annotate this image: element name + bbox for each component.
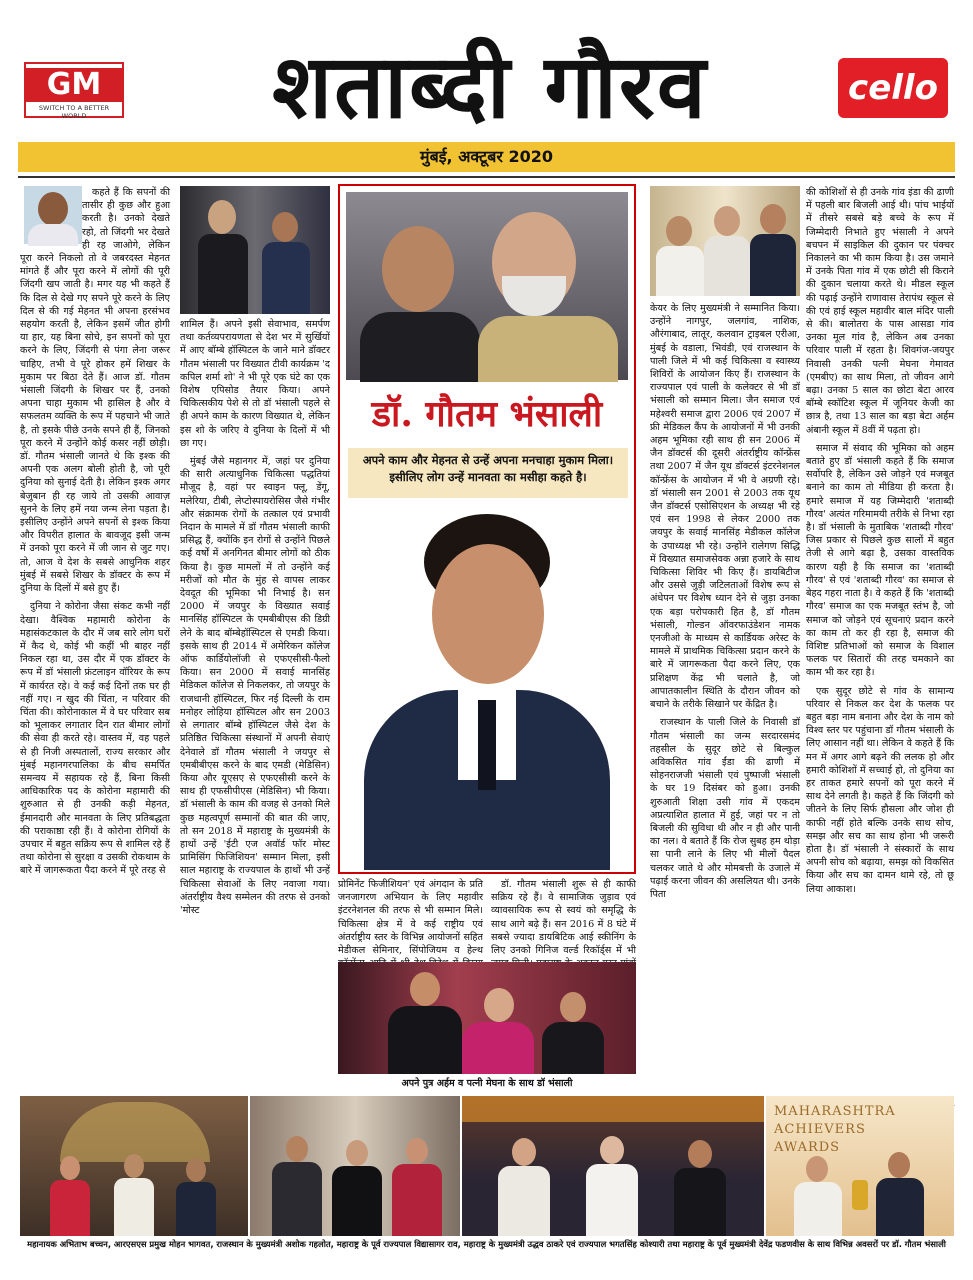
col1-paragraph: कहते हैं कि सपनों की तासीर ही कुछ और हुआ करती है। उनको देखते रहो, तो जिंदगी भर देखते ही रह जाओगे, लेकिन पूरा करने निकलो तो वे जबरदस्त मेहनत मांगते हैं और पूरा करने में लोगों की पूरी जिंदगी खप जाती है। मगर यह भी कहते हैं कि दिल से देखे गए सपने पूरे करने के लिए दिल से की गई मेहनत भी अपना हरसंभव सहयोग करती है, लेकिन इसमें जीत होगी या हार, यह बिना सोचे, इन सपनों को पूरा करने के लिए, जिंदगी से पंगा लेना जरूर चाहिए, तभी वे पूरे होकर हमें शिखर के मुकाम पर बिठा देते हैं। आज डॉ. गौतम भंसाली जिंदगी के शिखर पर हैं, उनको अपना चाहा मुकाम भी हासिल है और वे सफलतम व्यक्ति के रूप में पहचाने भी जाते है, तो इसके पीछे उनके सपने ही हैं, जिनको पूरा करने में उन्होंने कोई कसर नहीं छोड़ी। डॉ. गौतम भंसाली जानते थे कि इश्क की अपनी एक अलग बोली होती है, जो पूरी दुनिया को सुनाई देती है। लेकिन इश्क अगर बेजुबान ही रह जाये तो उसकी आवाज़ सुनने के लिए हमें नया जन्म लेना पड़ता है। इसीलिए उन्होंने अपने सपनों से इश्क किया और विपरीत हालात के बावजूद इसी जन्म में उनको पूरा करने में जी जान से जुट गए। तो, आज वे देश के सबसे आधुनिक शहर मुंबई में सबसे शिखर के डॉक्टर के रूप में दुनिया के दिलों में बसे हुए हैं। (20, 187, 170, 595)
col2-paragraph: मुंबई जैसे महानगर में, जहां पर दुनिया की सारी अत्याधुनिक चिकित्सा पद्धतियां मौजूद है, वहां पर स्वाइन फ्लू, डेंगू, मलेरिया, टीबी, लेप्टोस्पायरोसिस जैसे गंभीर और संक्रामक रोगों के तत्काल एवं प्रभावी निदान के मामले में डॉ गौतम भंसाली काफी प्रसिद्ध हैं, क्योंकि इन रोगों से उन्होंने पिछले कई वर्षों में अनगिनत बीमार लोगों को ठीक किया है। कुछ मामलों में तो उन्होंने कई मरीजों को मौत के मुंह से वापस लाकर देवदूत की भूमिका भी निभाई है। सन 2000 में जयपुर के विख्यात सवाई मानसिंह हॉस्पिटल के एमबीबीएस की डिग्री लेने के बाद बॉम्बेहॉस्पिटल से एमडी किया। इसके साथ ही 2014 में अमेरिकन कॉलेज ऑफ कार्डियोलॉजी से एफएसीसी-फैलो किया। सन 2000 में सवाई मानसिंह मेडिकल कॉलेज से निकलकर, तो जयपुर के राजधानी हॉस्पिटल, फिर नई दिल्ली के राम मनोहर लोहिया हॉस्पिटल और सन 2003 से लगातार बॉम्बे हॉस्पिटल जैसे देश के प्रतिष्ठित चिकित्सा संस्थानों में अपनी सेवाएं देनेवाले डॉ गौतम भंसाली ने जयपुर से एमबीबीएस करने के बाद एमडी (मेडिसिन) किया और यूएसए से एफएसीसी करने के साथ ही एफसीपीएस (मेडिसिन) भी किया। डॉ भंसाली के काम की वजह से उनको मिले कुछ महत्वपूर्ण सम्मानों की बात की जाए, तो सन 2018 में महाराष्ट्र के मुख्यमंत्री के हाथों उन्हें 'ईटी एज अवॉर्ड फॉर मोस्ट प्रामिसिंग फिजिशियन' सम्मान मिला, इसी साल महाराष्ट्र के राज्यपाल के हाथों भी उन्हें चिकित्सा सेवाओं के लिए नवाजा गया। अंतर्राष्ट्रीय वैश्य सम्मेलन की तरफ से उनको 'मोस्ट (180, 456, 330, 916)
person-body (656, 246, 704, 296)
person-face (410, 972, 440, 1006)
col4-paragraph: केयर के लिए मुख्यमंत्री ने सम्मानित किया। उन्होंने नागपुर, जलगांव, नाशिक, औरंगाबाद, लातूर, कलवान ट्राइबल एरीआ, मुंबई के वडाला, भिवंडी, एवं राजस्थान के पाली जिले में भी कई चिकित्सा व स्वास्थ्य शिविरों के आयोजन किए हैं। राजस्थान के राज्यपाल एवं पाली के कलेक्टर से भी डॉ भंसाली को सम्मान मिला। जैन समाज एवं महेश्वरी समाज द्वारा 2006 एवं 2007 में फ्री मेडिकल कैंप के आयोजनों में भी उनकी अहम भूमिका रही साथ ही सन 2006 में जैन डॉक्टर्स की दूसरी अंतर्राष्ट्रीय कॉन्फ्रेंस तथा 2007 में जैन यूथ डॉक्टर्स इंटरनेशनल कॉन्फ्रेंस के आयोजन में भी वे अग्रणी रहे। डॉ भंसाली सन 2001 से 2003 तक यूथ जैन डॉक्टर्स एसोसिएशन के अध्यक्ष भी रहे एवं सन 1998 से लेकर 2000 तक जयपुर के सवाई मानसिंह मेडीकल कॉलेज के उपाध्यक्ष भी रहे। उन्होंने रालेगण सिद्धि में विख्यात समाजसेवक अन्ना हजारे के साथ चिकित्सा शिविर भी किए हैं। डायबिटीज और उससे जुड़ी जटिलताओं विशेष रूप से अंधेपन पर विशेष ध्यान देने से जुड़ा उनका एक बड़ा परोपकारी हित है, डॉ गौतम भंसाली, गोल्डन ऑवरफाउंडेशन नामक एनजीओ के माध्यम से कार्डियक अरेस्ट के मामले में प्राथमिक चिकित्सा प्रदान करने के बारे में जागरूकता पैदा करने लिए, एक प्रशिक्षण केंद्र भी चलाते है, जो आपातकालीन स्थिति के दौरान जीवन को बचाने के तरीके सिखाने पर केंद्रित है। (650, 303, 800, 711)
bottom-photo-fadnavis (766, 1096, 954, 1236)
person-face (512, 1138, 536, 1166)
person-face (208, 200, 236, 234)
feature-box (338, 184, 636, 874)
person-face (560, 992, 586, 1022)
column-1-text (20, 186, 170, 1234)
person-body (704, 236, 750, 296)
bottom-photos-caption: महानायक अभिताभ बच्चन, आरएसएस प्रमुख मोहन भागवत, राजस्थान के मुख्यमंत्री अशोक गहलोत, महाराष्ट्र के पूर्व राज्यपाल विद्यासागर राव, महाराष्ट्र के मुख्यमंत्री उद्धव ठाकरे एवं राज्यपाल भगतसिंह कोश्यारी तथा महाराष्ट्र के पूर्व मुख्यमंत्री देवेंद्र फडणवीस के साथ विभिन्न अवसरों पर डॉ. गौतम भंसाली (27, 1239, 946, 1249)
person-body (272, 1162, 322, 1236)
banner-line-2: ACHIEVERS (774, 1122, 866, 1137)
col4-paragraph: राजस्थान के पाली जिले के निवासी डॉ गौतम भंसाली का जन्म सरदारसमंद तहसील के सुदूर छोटे से बिल्कुल अविकसित गांव ईंडा की ढाणी में सोहनराजजी भंसाली एवं पुष्पाजी भंसाली के घर 19 दिसंबर को हुआ। उनकी शुरुआती शिक्षा उसी गांव में एकदम अप्रत्याशित हालात में हुई, जहां पर न तो बिजली की सुविधा थी और न ही और पानी का नल। वे बताते हैं कि रोज सुबह हम थोड़ा सा पानी लाने के लिए भी मीलों पैदल चलकर जाते थे और मोमबत्ती के उजाले में पढ़ाई करना जीवन की असलियत थी। उनके पिता (650, 717, 800, 900)
person-face (286, 1136, 308, 1162)
gm-logo (24, 62, 124, 118)
person-face (666, 216, 692, 246)
person-body (392, 1164, 442, 1236)
column-3b-text (491, 878, 636, 958)
gm-logo-text: GM (26, 68, 122, 102)
portrait-tie (478, 700, 496, 790)
person-body (542, 1022, 604, 1074)
person-face (186, 1158, 206, 1182)
person-face (60, 1156, 80, 1180)
col2-paragraph: शामिल हैं। अपने इसी सेवाभाव, समर्पण तथा कर्तव्यपरायणता से देश भर में सुर्खियों में आए बॉम्बे हॉस्पिटल के जाने माने डॉक्टर गौतम भंसाली पर विख्यात टीवी कार्यक्रम 'द कपिल शर्मा शो' ने भी पूरे एक घंटे का एक विशेष एपिसोड तैयार किया। अपने चिकित्सकीय पेशे से तो डॉ भंसाली पहले से ही अपने काम के कारण विख्यात थे, लेकिन इस शो के जरिए वे दुनिया के दिलों में भी छा गए। (180, 319, 330, 449)
column-3a-text (338, 878, 483, 958)
person-body (876, 1178, 924, 1236)
bottom-photo-rao (250, 1096, 460, 1236)
gm-logo-tagline: SWITCH TO A BETTER WORLD (38, 104, 110, 120)
person-body (388, 1006, 462, 1074)
col5-paragraph: समाज में संवाद की भूमिका को अहम बताते हुए डॉ भंसाली कहते हैं कि समाज सर्वोपरि है, लेकिन उसे जोड़ने एवं मजबूत बनाने का काम तो मीडिया ही करता है। हमारे समाज में यह जिम्मेदारी 'शताब्दी गौरव' अत्यंत गरिमामयी तरीके से निभा रहा है। डॉ भंसाली के मुताबिक 'शताब्दी गौरव' जिस प्रकार से पिछले कुछ सालों में बहुत तेजी से आगे बढ़ा है, उसका वास्तविक कारण यही है कि समाज का 'शताब्दी गौरव' से एवं 'शताब्दी गौरव' का समाज से बेहद गहरा नाता है। वे कहते हैं कि 'शताब्दी गौरव' समाज का एक मजबूत स्तंभ है, जो समाज को जोड़ने एवं सूचनाएं प्रदान करने का काम तो कर ही रहा है, समाज की विशिष्ट प्रतिभाओं को समाज के विशाल फलक पर सितारों की तरह चमकाने का काम भी कर रहा है। (806, 442, 954, 679)
person-body (360, 312, 480, 382)
col5-paragraph: की कोशिशों से ही उनके गांव इंडा की ढाणी में पहली बार बिजली आई थी। पांच भाईयों में तीसरे सबसे बड़े बच्चे के रूप में जिम्मेदारी निभाते हुए भंसाली ने अपने बचपन में साइकिल की दुकान पर पंक्चर निकालने का भी काम किया है। उस जमाने में उनके पिता गांव में एक छोटी सी किराने की दुकान चलाया करते थे। मीडल स्कूल की पढ़ाई उन्होंने राणावास तेरापंथ स्कूल से की एवं हाई स्कूल महावीर बाल मंदिर पाली से की। बालोतरा के पास आसडा गांव उनका मूल गांव है, लेकिन अब उनका परिवार पाली में रहता है। शिवगंज-जयपुर निवासी उनकी पत्नी मेघना गेमावत (एमबीए) का साथ मिला, तो जीवन आगे बढ़ा। उनका 5 साल का छोटा बेटा आरव बॉम्बे स्कॉटिश स्कूल में जूनियर केजी का छात्र है, तथा 13 साल का बड़ा बेटा अर्हम अंबानी स्कूल में 8वीं में पढ़ता हो। (806, 187, 954, 436)
newspaper-title: शताब्दी गौरव (272, 34, 708, 138)
col1-paragraph: दुनिया ने कोरोना जैसा संकट कभी नहीं देखा। वैश्विक महामारी कोरोना के महासंकटकाल के दौर में जब सारे लोग घरों में कैद थे, कोई भी कहीं भी बाहर नहीं निकल रहा था, उस दौर में एक डॉक्टर के रूप में डॉ भंसाली फ्रंटलाइन वॉरियर के रूप में कार्यरत रहे। वे कई कई दिनों तक घर ही नहीं गए। न खुद की चिंता, न परिवार की चिंता की। कोरोनाकाल में वे घर परिवार सब को भूलाकर लगातार दिन रात बीमार लोगों की सेवा ही करते रहे। वास्तव में, वह पहले से ही निजी अस्पतालों, राज्य सरकार और मुंबई महानगरपालिका के बीच समर्पित समन्वय में सहायक रहे हैं, बिना किसी आधिकारिक पद के कोरोना महामारी की शुरुआत से ही उनकी कड़ी मेहनत, ईमानदारी और मानवता के लिए प्रतिबद्धता की पराकाष्ठा रही हैं। वे कोरोना रोगियों के उपचार में बहुत सक्रिय रूप से शामिल रहे हैं तथा कोरोना से सुरक्षा व उसकी रोकथाम के बारे में जागरूकता पैदा करने में पूरे तरह से (20, 601, 170, 877)
person-face (124, 1154, 144, 1178)
person-face (406, 1138, 428, 1164)
col5-paragraph: एक सुदूर छोटे से गांव के सामान्य परिवार से निकल कर देश के फलक पर बहुत बड़ा नाम बनाना और देश के नाम को विश्व स्तर पर पहुंचाना डॉ गौतम भंसाली के लिए आसान नहीं था। लेकिन वे कहते हैं कि मन में अगर आगे बढ़ने की ललक हो और हमारी कोशिशों में सच्चाई हो, तो दुनिया का हर ताकत हमारे सपनों को पूरा करने में साथ देने लगती है। कहते हैं कि जिंदगी को जीतने के लिए सिर्फ हौसला और जोश ही काफी नहीं होते बल्कि उनके साथ सोच, समझ और सच का साथ होना भी जरूरी होता है। डॉ भंसाली ने संस्कारों के साथ अपनी सोच को बढ़ाया, समझ को विकसित किया और सच का दामन थामे रहे, तो छू लिया आकाश। (806, 685, 954, 895)
person-face (714, 206, 740, 236)
feature-name: डॉ. गौतम भंसाली (340, 386, 634, 442)
dateline: मुंबई, अक्टूबर 2020 (420, 147, 553, 166)
photo-with-modi (346, 192, 628, 380)
col1-float (20, 186, 82, 246)
person-face (806, 1156, 828, 1182)
person-body (498, 1166, 550, 1236)
person-face (346, 1140, 368, 1166)
photo-with-amitabh (180, 186, 330, 314)
person-face (600, 1136, 624, 1164)
portrait-face (432, 544, 544, 684)
person-body (750, 234, 796, 296)
person-face (272, 212, 298, 242)
banner-line-3: AWARDS (774, 1140, 841, 1155)
bottom-photo-gehlot (20, 1096, 248, 1236)
column-5-text (806, 186, 954, 1196)
award-trophy (852, 1180, 868, 1210)
person-body (50, 1180, 90, 1236)
person-body (674, 1168, 726, 1236)
stage-garland (462, 1096, 764, 1122)
family-photo-caption: अपने पुत्र अर्हम व पत्नी मेघना के साथ डॉ भंसाली (401, 1078, 573, 1089)
person-body (462, 1022, 534, 1074)
person-face (760, 204, 786, 234)
col3a-paragraph: प्रोमिनेंट फिजीशियन' एवं अंगदान के प्रति जनजागरण अभियान के लिए महावीर इंटरनेशनल की तरफ से भी सम्मान मिले। चिकित्सा क्षेत्र में वे कई राष्ट्रीय एवं अंतर्राष्ट्रीय स्तर के विभिन्न आयोजनों सहित मेडीकल सेमिनार, सिंपोजियम व हेल्थ (338, 879, 483, 957)
bottom-photo-thackeray (462, 1096, 764, 1236)
person-face (484, 988, 514, 1022)
person-body (586, 1164, 638, 1236)
cello-logo-text: cello (848, 68, 938, 108)
col3b-paragraph: डॉ. गौतम भंसाली शुरू से ही काफी सक्रिय रहे हैं। वे सामाजिक जुड़ाव एवं व्यावसायिक रूप से स्वयं को समृद्धि के साथ आगे बढ़े हैं। सन 2016 में 8 घंटे में सबसे ज्यादा डायबिटिक आई स्कीनिंग के लिए उनको गिनिज वर्ल्ड रिकॉर्ड्स में भी (491, 879, 636, 957)
person-body (198, 234, 248, 314)
person-face (688, 1140, 712, 1168)
cello-logo (838, 58, 948, 118)
feature-quote: अपने काम और मेहनत से उन्हें अपना मनचाहा मुकाम मिला। इसीलिए लोग उन्हें मानवता का मसीहा कहते है। (348, 448, 628, 498)
person-body (114, 1178, 154, 1236)
portrait-photo (346, 504, 628, 870)
person-face (888, 1152, 910, 1178)
photo-with-bhagwat (650, 186, 800, 296)
person-body (332, 1166, 382, 1236)
person-body (794, 1182, 842, 1236)
column-4-text (650, 302, 800, 1234)
person-body (262, 242, 310, 314)
family-photo (338, 962, 636, 1074)
header-rule (18, 176, 955, 178)
banner-line-1: MAHARASHTRA (774, 1104, 896, 1119)
person-face (382, 226, 454, 312)
person-body (478, 316, 618, 382)
person-body (176, 1182, 216, 1236)
